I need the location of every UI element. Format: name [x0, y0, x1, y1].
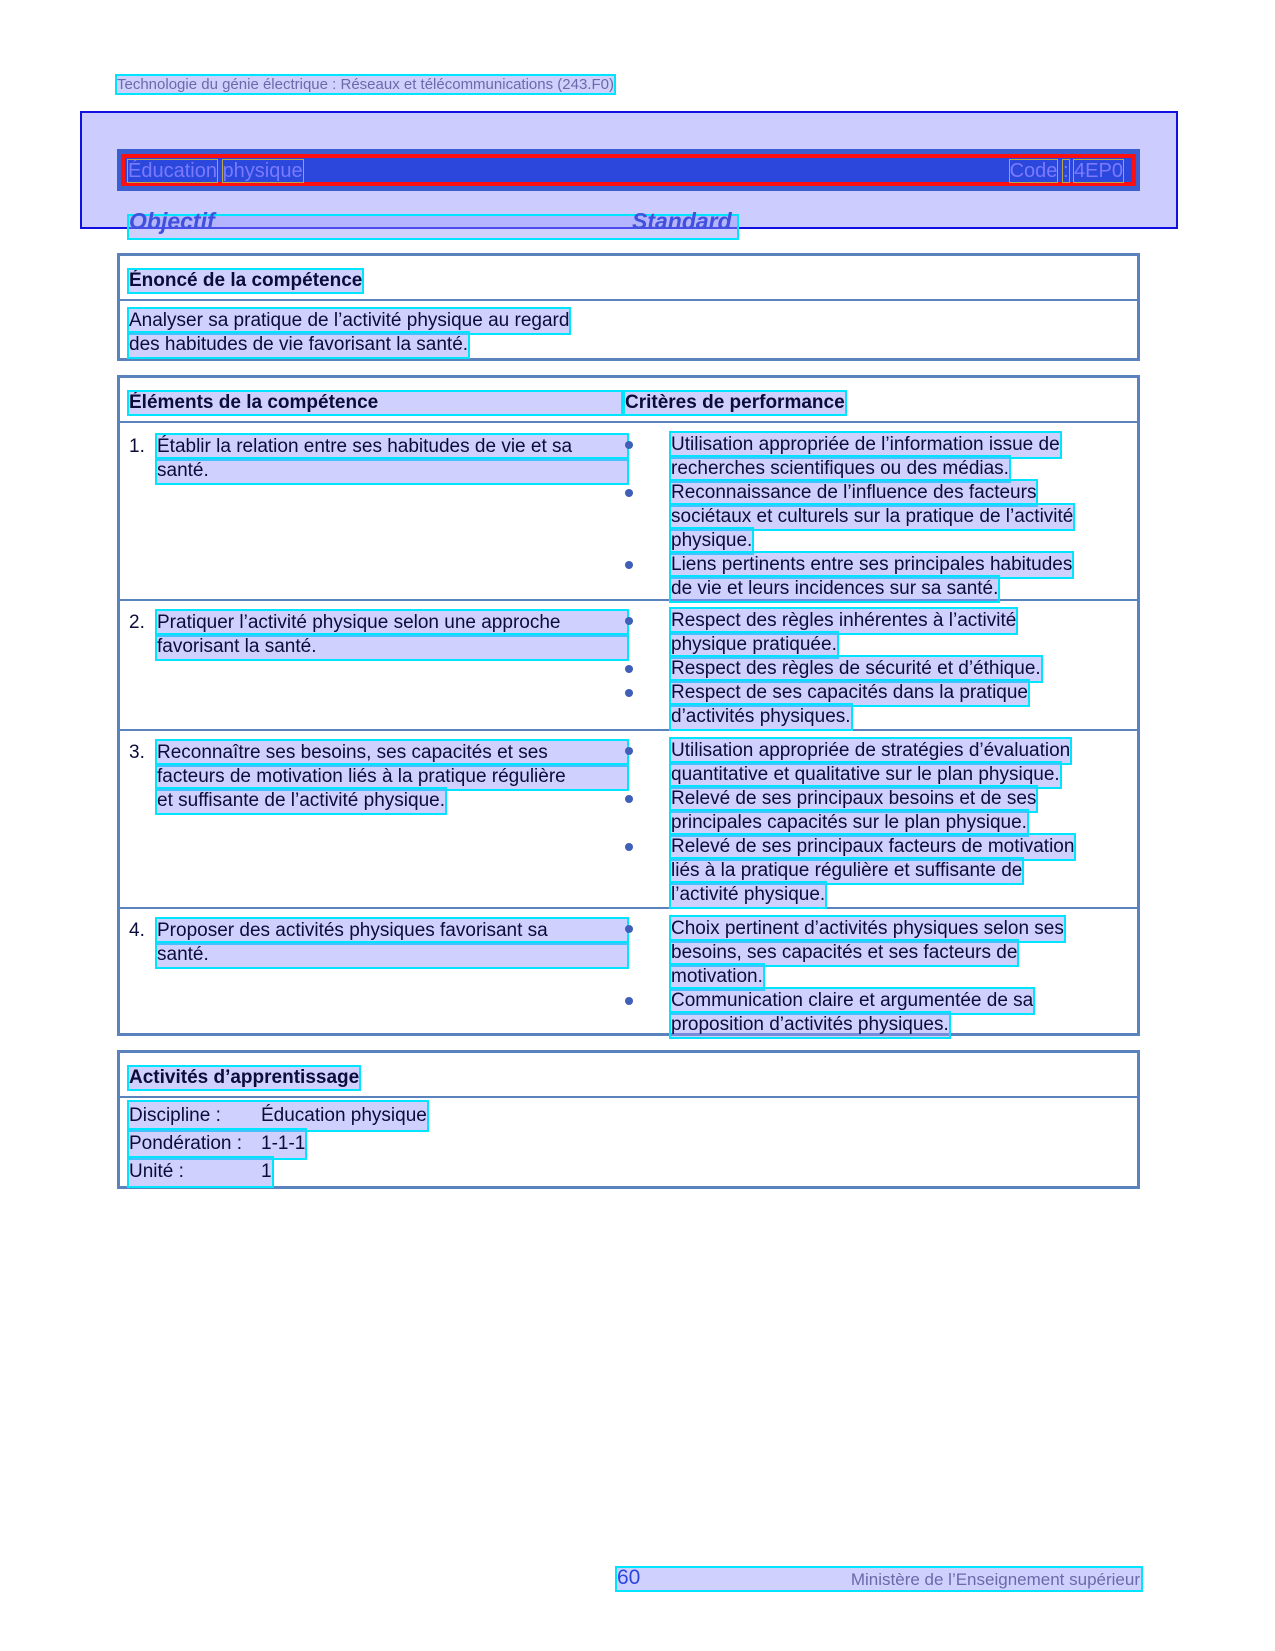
- bullet-icon: [625, 617, 633, 625]
- element-line: santé.: [157, 943, 627, 967]
- criterion-line: Communication claire et argumentée de sa: [671, 990, 1034, 1011]
- course-code: [1010, 160, 1123, 183]
- criterion-line: recherches scientifiques ou des médias.: [671, 458, 1009, 479]
- discipline-value: Éducation physique: [261, 1105, 427, 1126]
- criterion-line: Utilisation appropriée de stratégies d’évaluation: [671, 740, 1071, 761]
- objectif-heading: Objectif: [129, 208, 215, 234]
- ponderation-row: [129, 1130, 305, 1158]
- bullet-icon: [625, 843, 633, 851]
- element-1: [129, 435, 609, 483]
- criterion-line: de vie et leurs incidences sur sa santé.: [671, 578, 999, 599]
- element-line: Reconnaître ses besoins, ses capacités et ses: [157, 741, 627, 765]
- page-number: 60: [617, 1566, 641, 1589]
- element-line: Établir la relation entre ses habitudes de vie et sa: [157, 435, 627, 459]
- criterion-line: l’activité physique.: [671, 884, 826, 905]
- criteria-list-2: [625, 609, 1105, 729]
- elements-box: [117, 375, 1140, 1036]
- bullet-icon: [625, 925, 633, 933]
- discipline-word: Éducation: [128, 160, 217, 182]
- element-line: et suffisante de l’activité physique.: [157, 790, 445, 811]
- criteria-list-1: [625, 433, 1105, 601]
- bullet-icon: [625, 665, 633, 673]
- elements-header: [120, 378, 1137, 423]
- competence-row-1: [120, 423, 1137, 601]
- criterion-line: Utilisation appropriée de l’information issue de: [671, 434, 1060, 455]
- criteria-list-3: [625, 739, 1105, 907]
- discipline-row: [129, 1102, 427, 1130]
- ponderation-value: 1-1-1: [261, 1133, 306, 1154]
- element-number: 1.: [129, 436, 145, 457]
- code-label: Code: [1009, 160, 1058, 182]
- element-line: Proposer des activités physiques favorisant sa: [157, 919, 627, 943]
- criterion-line: principales capacités sur le plan physique.: [671, 812, 1027, 833]
- criterion-line: motivation.: [671, 966, 763, 987]
- bullet-icon: [625, 795, 633, 803]
- criterion-line: besoins, ses capacités et ses facteurs de: [671, 942, 1018, 963]
- criterion-line: Relevé de ses principaux besoins et de ses: [671, 788, 1037, 809]
- element-line: Pratiquer l’activité physique selon une approche: [157, 611, 627, 635]
- discipline-title: [128, 160, 303, 183]
- element-line: santé.: [157, 459, 627, 483]
- criterion-line: Respect des règles inhérentes à l’activité: [671, 610, 1017, 631]
- criterion-line: Reconnaissance de l’influence des facteurs: [671, 482, 1037, 503]
- bullet-icon: [625, 997, 633, 1005]
- bullet-icon: [625, 561, 633, 569]
- footer-ministry: Ministère de l’Enseignement supérieur: [850, 1570, 1140, 1589]
- enonce-line: des habitudes de vie favorisant la santé.: [129, 334, 469, 355]
- element-line: favorisant la santé.: [157, 635, 627, 659]
- criterion-line: Choix pertinent d’activités physiques selon ses: [671, 918, 1064, 939]
- activites-heading: Activités d’apprentissage: [129, 1067, 360, 1088]
- criterion-line: sociétaux et culturels sur la pratique de l’activité: [671, 506, 1074, 527]
- unite-label: Unité :: [129, 1161, 184, 1182]
- running-header: Technologie du génie électrique : Réseaux et télécommunications (243.F0): [117, 76, 614, 93]
- criterion-line: Liens pertinents entre ses principales habitudes: [671, 554, 1073, 575]
- criterion-line: Relevé de ses principaux facteurs de motivation: [671, 836, 1075, 857]
- element-3: [129, 741, 609, 813]
- bullet-icon: [625, 747, 633, 755]
- unite-row: [129, 1158, 272, 1186]
- enonce-box: [117, 253, 1140, 361]
- enonce-line: Analyser sa pratique de l’activité physique au regard: [129, 310, 570, 331]
- criterion-line: physique.: [671, 530, 753, 551]
- activites-body: [120, 1098, 1137, 1186]
- competence-row-2: [120, 601, 1137, 731]
- enonce-header: [120, 256, 1137, 301]
- activites-header: [120, 1053, 1137, 1098]
- criterion-line: liés à la pratique régulière et suffisante de: [671, 860, 1023, 881]
- criterion-line: quantitative et qualitative sur le plan physique.: [671, 764, 1060, 785]
- enonce-heading: Énoncé de la compétence: [129, 270, 363, 291]
- bullet-icon: [625, 489, 633, 497]
- criterion-line: physique pratiquée.: [671, 634, 837, 655]
- code-separator: :: [1062, 160, 1069, 182]
- element-line: facteurs de motivation liés à la pratique régulière: [157, 765, 627, 789]
- elements-heading: Éléments de la compétence: [129, 392, 621, 414]
- standard-heading: Standard: [632, 208, 732, 234]
- element-number: 3.: [129, 742, 145, 763]
- element-number: 2.: [129, 612, 145, 633]
- competence-row-3: [120, 731, 1137, 909]
- discipline-word: physique: [222, 160, 303, 182]
- unite-value: 1: [261, 1161, 272, 1182]
- element-number: 4.: [129, 920, 145, 941]
- criterion-line: Respect des règles de sécurité et d’éthique.: [671, 658, 1041, 679]
- bullet-icon: [625, 689, 633, 697]
- activites-box: [117, 1050, 1140, 1189]
- ponderation-label: Pondération :: [129, 1133, 243, 1154]
- enonce-body: [120, 301, 1137, 357]
- criterion-line: proposition d’activités physiques.: [671, 1014, 949, 1035]
- element-4: [129, 919, 609, 967]
- element-2: [129, 611, 609, 659]
- criteria-list-4: [625, 917, 1105, 1037]
- discipline-label: Discipline :: [129, 1105, 221, 1126]
- competence-row-4: [120, 909, 1137, 1037]
- bullet-icon: [625, 441, 633, 449]
- criteres-heading: Critères de performance: [625, 392, 845, 413]
- criterion-line: d’activités physiques.: [671, 706, 851, 727]
- code-value: 4EP0: [1074, 160, 1123, 182]
- criterion-line: Respect de ses capacités dans la pratique: [671, 682, 1028, 703]
